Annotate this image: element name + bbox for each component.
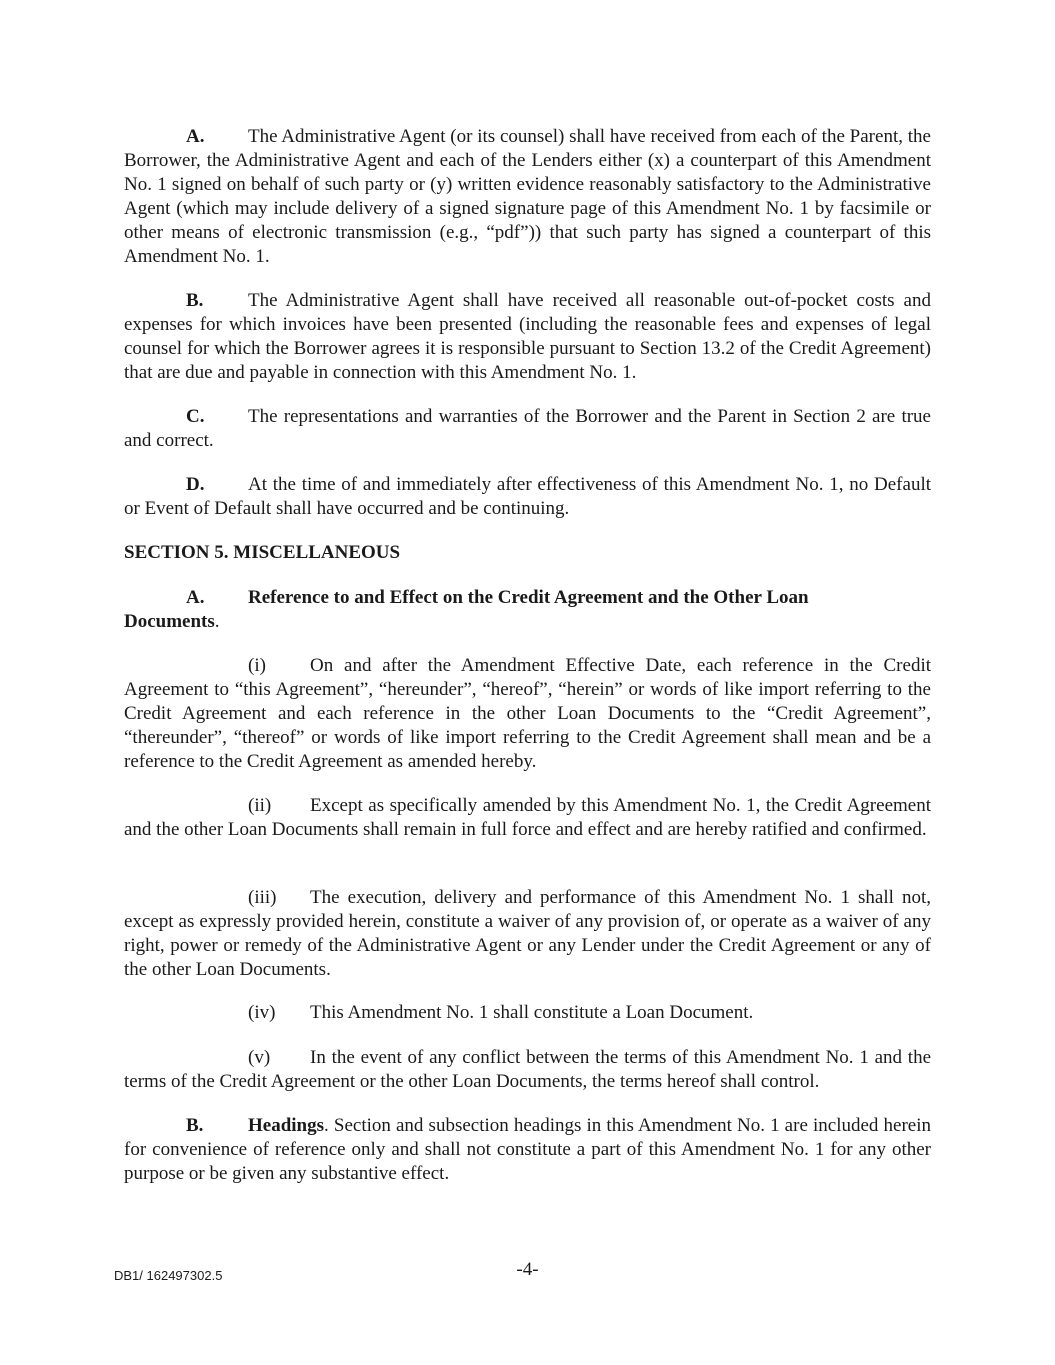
subitem-ii-text: Except as specifically amended by this Amendment No. 1, the Credit Agreement and the other Loan Documents shall remain in full force and effect and are hereby ratified and confirmed. bbox=[124, 795, 931, 840]
section-5-heading: SECTION 5. MISCELLANEOUS bbox=[124, 542, 401, 563]
condition-c-paragraph bbox=[124, 405, 931, 453]
section-5b-paragraph bbox=[124, 1114, 931, 1186]
section-5a-title bbox=[124, 586, 931, 634]
condition-b-text: The Administrative Agent shall have received all reasonable out-of-pocket costs and expenses for which invoices have been presented (including the reasonable fees and expenses of legal counsel for which the Borrower agrees it is responsible pursuant to Section 13.2 of the Credit Agreement) that are due and payable in connection with this Amendment No. 1. bbox=[124, 290, 931, 383]
section-5a-label: A. bbox=[186, 587, 205, 608]
condition-d-text: At the time of and immediately after effectiveness of this Amendment No. 1, no Default or Event of Default shall have occurred and be continuing. bbox=[124, 474, 931, 519]
subitem-iii-label: (iii) bbox=[248, 887, 277, 908]
condition-c-text: The representations and warranties of the Borrower and the Parent in Section 2 are true and correct. bbox=[124, 406, 931, 451]
condition-d-label: D. bbox=[186, 474, 205, 495]
condition-b-label: B. bbox=[186, 290, 204, 311]
section-5b-title: Headings bbox=[248, 1115, 325, 1136]
page-number: -4- bbox=[516, 1259, 539, 1280]
section-5a-title-end: Documents bbox=[124, 611, 215, 632]
condition-a-text: The Administrative Agent (or its counsel) shall have received from each of the Parent, the Borrower, the Administrative Agent and each of the Lenders either (x) a counterpart of this Amendment No. 1 signed on behalf of such party or (y) written evidence reasonably satisfactory to the Administrative Agent (which may include delivery of a signed signature page of this Amendment No. 1 by facsimile or other means of electronic transmission (e.g., “pdf”)) that such party has signed a counterpart of this Amendment No. 1. bbox=[124, 126, 931, 267]
subitem-v-paragraph bbox=[124, 1046, 931, 1094]
subitem-i-label: (i) bbox=[248, 655, 266, 676]
section-5b-label: B. bbox=[186, 1115, 204, 1136]
subitem-iv-paragraph bbox=[124, 1001, 931, 1025]
subitem-iv-text: This Amendment No. 1 shall constitute a Loan Document. bbox=[310, 1002, 754, 1023]
subitem-i-paragraph bbox=[124, 654, 931, 774]
condition-a-paragraph bbox=[124, 125, 931, 269]
condition-c-label: C. bbox=[186, 406, 205, 427]
subitem-v-text: In the event of any conflict between the terms of this Amendment No. 1 and the terms of the Credit Agreement or the other Loan Documents, the terms hereof shall control. bbox=[124, 1047, 931, 1092]
condition-b-paragraph bbox=[124, 289, 931, 385]
document-id: DB1/ 162497302.5 bbox=[114, 1268, 223, 1283]
subitem-ii-label: (ii) bbox=[248, 795, 272, 816]
condition-a-label: A. bbox=[186, 126, 205, 147]
section-5a-title-punct: . bbox=[214, 611, 220, 632]
subitem-iv-label: (iv) bbox=[248, 1002, 276, 1023]
subitem-v-label: (v) bbox=[248, 1047, 271, 1068]
subitem-iii-text: The execution, delivery and performance of this Amendment No. 1 shall not, except as expressly provided herein, constitute a waiver of any provision of, or operate as a waiver of any right, power or remedy of the Administrative Agent or any Lender under the Credit Agreement or any of the other Loan Documents. bbox=[124, 887, 931, 980]
section-5a-title-line: Reference to and Effect on the Credit Agreement and the Other Loan bbox=[248, 587, 809, 608]
section-5b-text: . Section and subsection headings in this Amendment No. 1 are included herein for convenience of reference only and shall not constitute a part of this Amendment No. 1 for any other purpose or be given any substantive effect. bbox=[124, 1115, 931, 1184]
subitem-iii-paragraph bbox=[124, 886, 931, 982]
subitem-ii-paragraph bbox=[124, 794, 931, 842]
condition-d-paragraph bbox=[124, 473, 931, 521]
subitem-i-text: On and after the Amendment Effective Date, each reference in the Credit Agreement to “this Agreement”, “hereunder”, “hereof”, “herein” or words of like import referring to the Credit Agreement and each reference in the other Loan Documents to the “Credit Agreement”, “thereunder”, “thereof” or words of like import referring to the Credit Agreement shall mean and be a reference to the Credit Agreement as amended hereby. bbox=[124, 655, 931, 772]
